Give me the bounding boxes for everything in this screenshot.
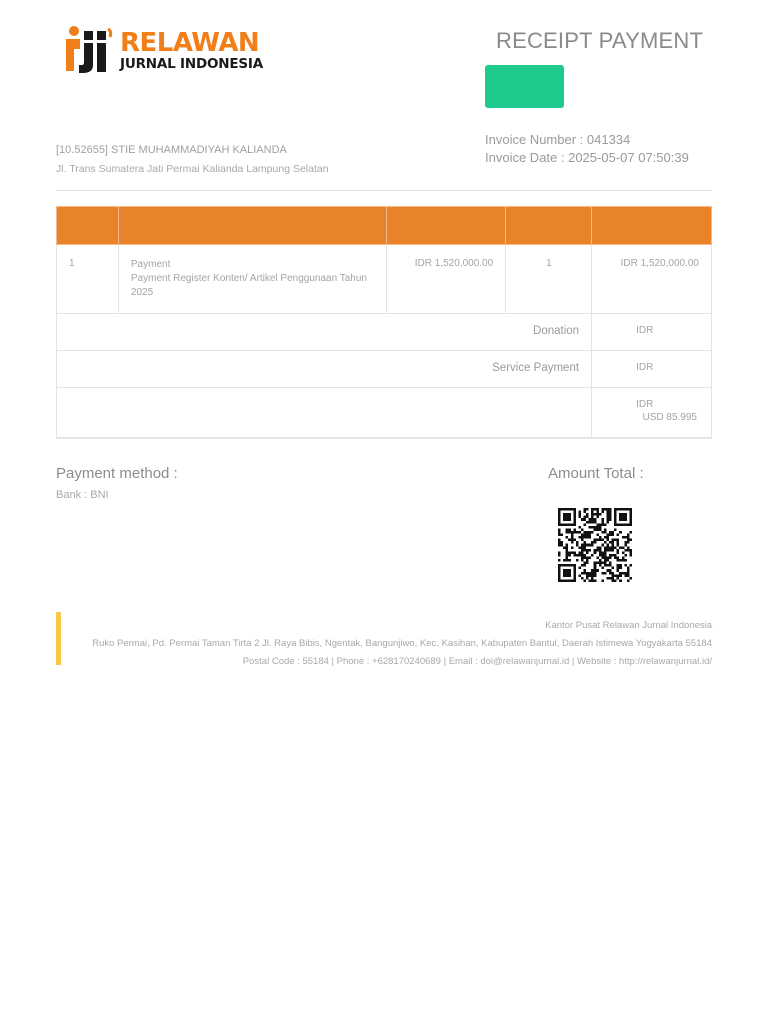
table-header-cell (118, 207, 386, 245)
footer-accent-bar (56, 612, 61, 665)
customer-address: Jl. Trans Sumatera Jati Permai Kalianda Lampung Selatan (56, 163, 329, 175)
amount-total-title: Amount Total : (548, 465, 644, 482)
item-price: IDR 1,520,000.00 (387, 245, 506, 314)
donation-row (57, 314, 712, 351)
total-label-cell (57, 388, 592, 438)
total-row (57, 388, 712, 438)
divider (56, 438, 712, 439)
invoice-date: Invoice Date : 2025-05-07 07:50:39 (485, 150, 689, 165)
customer-name: [10.52655] STIE MUHAMMADIYAH KALIANDA (56, 144, 287, 156)
footer-address: Ruko Permai, Pd. Permai Taman Tirta 2 Jl. Raya Bibis, Ngentak, Bangunjiwo, Kec. Kasihan, Kabupaten Bantul, Daerah Istimewa Yogyakarta 55184 (92, 638, 712, 649)
item-description: Payment Register Konten/ Artikel Penggunaan Tahun 2025 (130, 273, 367, 298)
footer-office: Kantor Pusat Relawan Jurnal Indonesia (545, 620, 712, 631)
footer (92, 617, 712, 671)
item-title: Payment (130, 259, 171, 270)
divider (56, 190, 712, 191)
item-qty: 1 (506, 245, 592, 314)
service-payment-label: Service Payment (57, 351, 592, 388)
service-payment-value: IDR (592, 351, 712, 388)
table-header-cell (506, 207, 592, 245)
payment-method-title: Payment method : (56, 465, 178, 482)
total-idr: IDR (636, 399, 654, 410)
service-payment-row (57, 351, 712, 388)
invoice-number: Invoice Number : 041334 (485, 132, 631, 147)
table-header-cell (57, 207, 119, 245)
item-amount: IDR 1,520,000.00 (592, 245, 712, 314)
logo-text-primary: RELAWAN (120, 28, 260, 58)
item-number: 1 (57, 245, 119, 314)
table-header-cell (592, 207, 712, 245)
items-table (56, 206, 712, 438)
table-header-cell (387, 207, 506, 245)
payment-bank: Bank : BNI (56, 489, 109, 501)
donation-value: IDR (592, 314, 712, 351)
total-usd: USD 85.995 (642, 412, 697, 423)
page-title: RECEIPT PAYMENT (496, 28, 704, 53)
qr-code-icon (556, 508, 634, 582)
footer-contact: Postal Code : 55184 | Phone : +628170240689 | Email : doi@relawanjurnal.id | Website : http://relawanjurnal.id/ (242, 656, 712, 667)
table-header-row (57, 207, 712, 245)
logo-text-secondary: JURNAL INDONESIA (120, 56, 263, 72)
donation-label: Donation (57, 314, 592, 351)
status-badge (485, 65, 564, 108)
table-row (57, 245, 712, 314)
total-value-cell (592, 388, 712, 438)
item-description-cell (118, 245, 386, 314)
